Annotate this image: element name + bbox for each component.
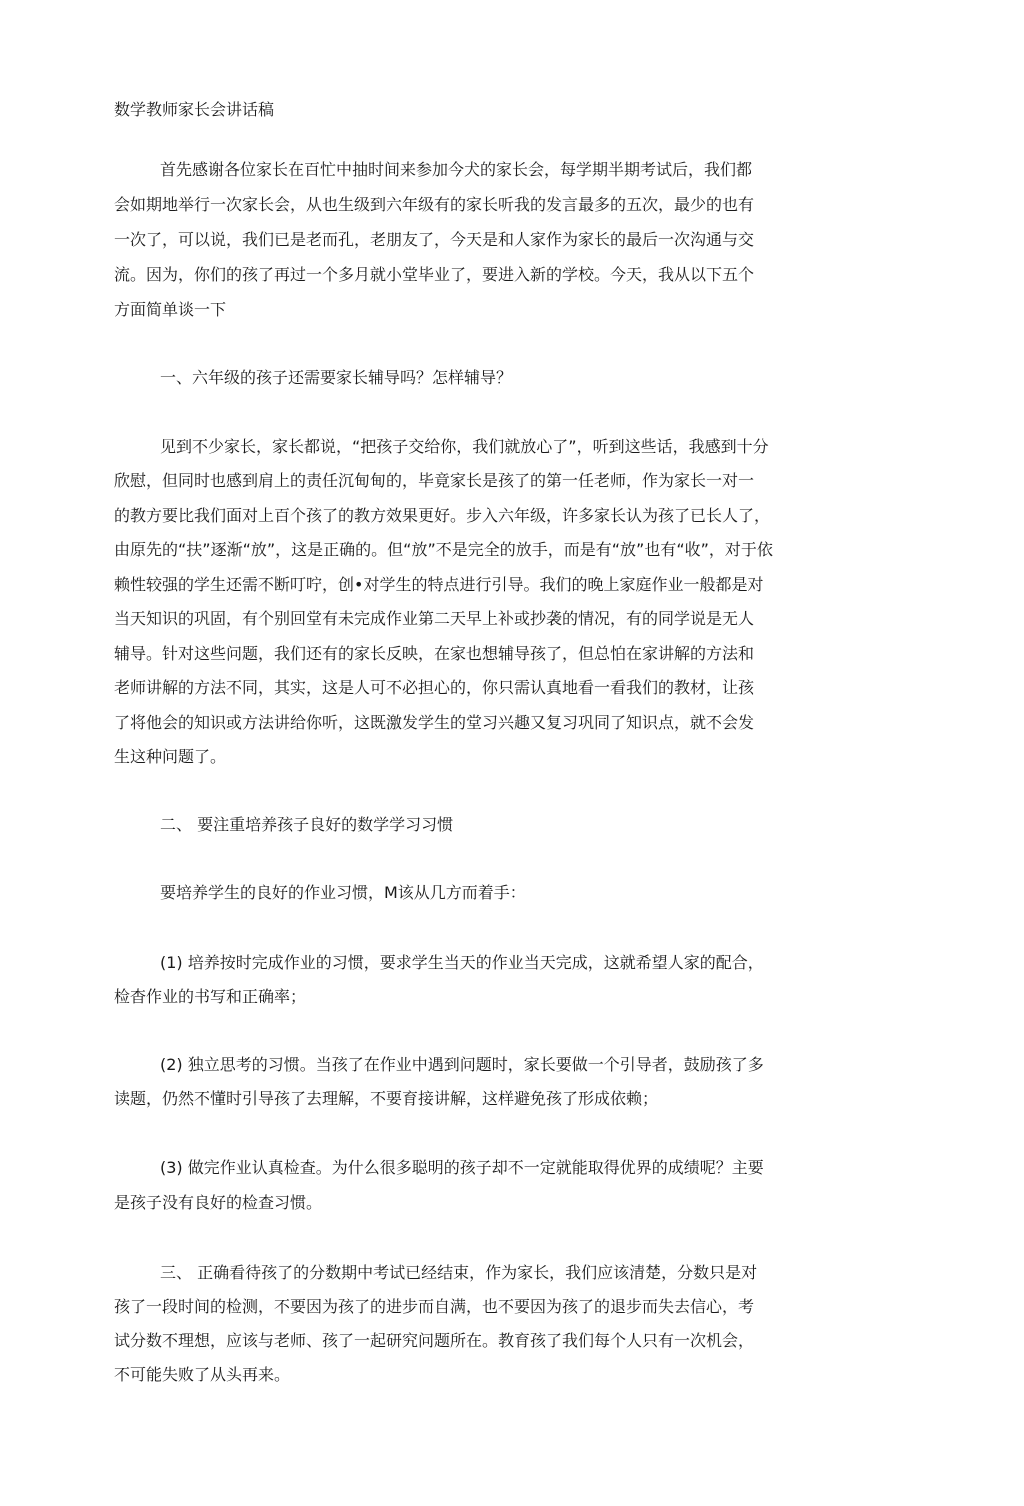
section3-line: 不可能失败了从头再来。 bbox=[114, 1365, 291, 1384]
intro-line: 流。因为，你们的孩了再过一个多月就小堂毕业了，要进入新的学校。今天，我从以下五个 bbox=[114, 265, 755, 284]
item2-line: (2) 独立思考的习惯。当孩了在作业中遇到问题时，家长要做一个引导者，鼓励孩了多 bbox=[160, 1055, 764, 1074]
intro-line: 方面简单谈一下 bbox=[114, 300, 227, 319]
intro-line: 会如期地举行一次家长会，从也生级到六年级有的家长听我的发言最多的五次，最少的也有 bbox=[114, 195, 755, 214]
section1-line: 赖性较强的学生还需不断叮咛，创•对学生的特点进行引导。我们的晚上家庭作业一般都是对 bbox=[114, 575, 764, 594]
intro-line: 一次了，可以说，我们已是老而孔，老朋友了，今天是和人家作为家长的最后一次沟通与交 bbox=[114, 230, 755, 249]
intro-line: 首先感谢各位家长在百忙中抽时间来参加今犬的家长会，每学期半期考试后，我们都 bbox=[160, 160, 753, 179]
item3-line: (3) 做完作业认真检查。为什么很多聪明的孩子却不一定就能取得优界的成绩呢？主要 bbox=[160, 1158, 764, 1177]
section1-line: 当天知识的巩固，有个别回堂有未完成作业第二天早上补或抄袭的情况，有的同学说是无人 bbox=[114, 609, 755, 628]
section1-line: 见到不少家长，家长都说，“把孩子交给你，我们就放心了”，听到这些话，我感到十分 bbox=[160, 437, 769, 456]
section1-line: 老师讲解的方法不同，其实，这是人可不必担心的，你只需认真地看一看我们的教材，让孩 bbox=[114, 678, 755, 697]
section2-heading: 二、 要注重培养孩子良好的数学学习习惯 bbox=[160, 815, 454, 834]
item2-line: 读题，仍然不懂时引导孩了去理解，不要育接讲解，这样避免孩了形成依赖； bbox=[114, 1089, 659, 1108]
section1-heading: 一、六年级的孩子还需要家长辅导吗？怎样辅导？ bbox=[160, 368, 513, 387]
section1-line: 生这种问题了。 bbox=[114, 747, 227, 766]
section1-line: 了将他会的知识或方法讲给你听，这既激发学生的堂习兴趣又复习巩同了知识点，就不会发 bbox=[114, 713, 755, 732]
section1-line: 由原先的“扶”逐渐“放”，这是正确的。但“放”不是完全的放手，而是有“放”也有“收”，对于依 bbox=[114, 540, 773, 559]
section2-lead: 要培养学生的良好的作业习惯，M该从几方而着手： bbox=[160, 883, 526, 902]
section1-line: 辅导。针对这些问题，我们还有的家长反映，在家也想辅导孩了，但总怕在家讲解的方法和 bbox=[114, 644, 755, 663]
item3-line: 是孩子没有良好的检查习惯。 bbox=[114, 1193, 323, 1212]
section3-line: 三、 正确看待孩了的分数期中考试已经结束，作为家长，我们应该清楚，分数只是对 bbox=[160, 1263, 758, 1282]
section3-line: 试分数不理想，应该与老师、孩了一起研究问题所在。教育孩了我们每个人只有一次机会， bbox=[114, 1331, 755, 1350]
section1-line: 欣慰，但同时也感到肩上的责任沉甸甸的，毕竟家长是孩了的第一任老师，作为家长一对一 bbox=[114, 471, 755, 490]
item1-line: 检杳作业的书写和正确率； bbox=[114, 987, 307, 1006]
document-title: 数学教师家长会讲话稿 bbox=[114, 100, 275, 119]
section3-line: 孩了一段时间的检测，不要因为孩了的进步而自满，也不要因为孩了的退步而失去信心，考 bbox=[114, 1297, 755, 1316]
section1-line: 的教方要比我们面对上百个孩了的教方效果更好。步入六年级，许多家长认为孩了已长人了， bbox=[114, 506, 771, 525]
item1-line: (1) 培养按时完成作业的习惯，要求学生当天的作业当天完成，这就希望人家的配合， bbox=[160, 953, 764, 972]
